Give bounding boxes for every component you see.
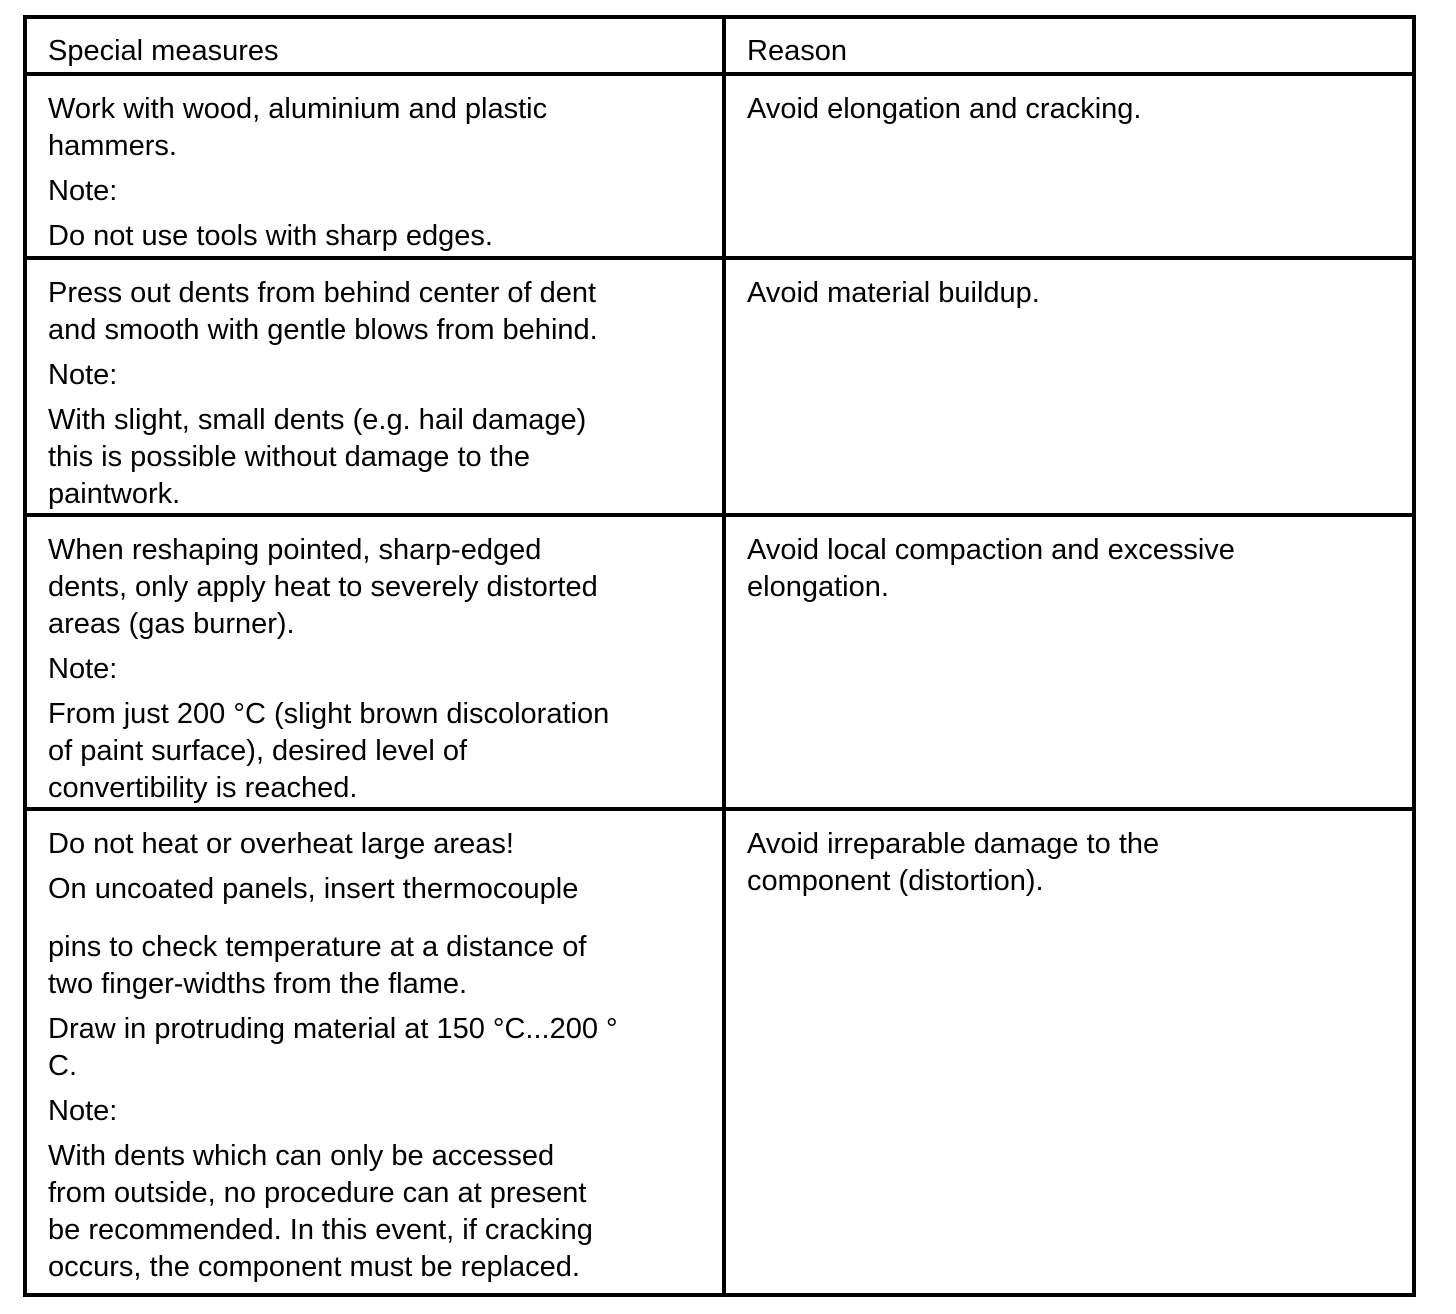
measure-text: areas (gas burner). <box>48 608 295 640</box>
note-text: paintwork. <box>48 478 181 510</box>
reason-cell <box>724 809 1414 1295</box>
measure-text: dents, only apply heat to severely distorted <box>48 571 598 603</box>
reason-text: Avoid elongation and cracking. <box>747 93 1142 125</box>
note-text: With dents which can only be accessed <box>48 1140 555 1172</box>
note-text: be recommended. In this event, if cracking <box>48 1214 593 1246</box>
measure-cell <box>25 74 724 258</box>
measures-table <box>23 15 1416 1297</box>
measure-text: When reshaping pointed, sharp-edged <box>48 534 542 566</box>
reason-text: Avoid material buildup. <box>747 277 1040 309</box>
note-text: occurs, the component must be replaced. <box>48 1251 580 1283</box>
header-special-measures: Special measures <box>25 17 724 74</box>
measure-text: C. <box>48 1050 77 1082</box>
note-label: Note: <box>48 359 118 391</box>
reason-cell <box>724 515 1414 809</box>
note-text: Do not use tools with sharp edges. <box>48 220 493 252</box>
measure-cell <box>25 515 724 809</box>
table-row <box>25 74 1414 258</box>
measure-text: Draw in protruding material at 150 °C...200 ° <box>48 1013 618 1045</box>
reason-cell <box>724 258 1414 515</box>
note-text: of paint surface), desired level of <box>48 735 468 767</box>
measure-text: Do not heat or overheat large areas! <box>48 828 514 860</box>
measure-text: pins to check temperature at a distance of <box>48 931 587 963</box>
measure-text: Press out dents from behind center of dent <box>48 277 597 309</box>
measure-text: hammers. <box>48 130 177 162</box>
note-label: Note: <box>48 175 118 207</box>
table-row <box>25 809 1414 1295</box>
table-row <box>25 515 1414 809</box>
note-text: this is possible without damage to the <box>48 441 530 473</box>
measure-cell <box>25 809 724 1295</box>
reason-cell <box>724 74 1414 258</box>
header-reason: Reason <box>724 17 1414 74</box>
reason-text: Avoid local compaction and excessive <box>747 534 1235 566</box>
reason-text: elongation. <box>747 571 889 603</box>
note-label: Note: <box>48 1095 118 1127</box>
note-text: With slight, small dents (e.g. hail damage) <box>48 404 587 436</box>
note-text: from outside, no procedure can at present <box>48 1177 587 1209</box>
reason-text: component (distortion). <box>747 865 1044 897</box>
measure-text: two finger-widths from the flame. <box>48 968 468 1000</box>
note-label: Note: <box>48 653 118 685</box>
table-row <box>25 258 1414 515</box>
measure-cell <box>25 258 724 515</box>
measure-text: Work with wood, aluminium and plastic <box>48 93 548 125</box>
table-header-row <box>25 17 1414 74</box>
reason-text: Avoid irreparable damage to the <box>747 828 1160 860</box>
measure-text: and smooth with gentle blows from behind. <box>48 314 598 346</box>
note-text: From just 200 °C (slight brown discoloration <box>48 698 610 730</box>
measure-text: On uncoated panels, insert thermocouple <box>48 873 579 905</box>
note-text: convertibility is reached. <box>48 772 358 804</box>
